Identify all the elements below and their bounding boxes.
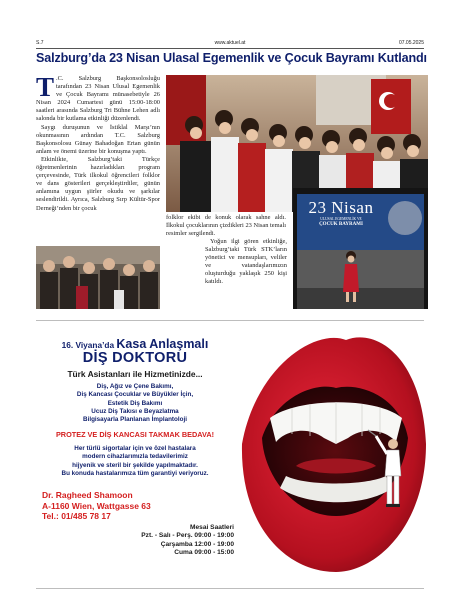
article-paragraph: folklor ekibi de konuk olarak sahne aldı. İlkokul çocuklarının çizdikleri 23 Nisan temalı resimler sergilendi. (166, 214, 286, 238)
photo-audience (36, 246, 160, 309)
ad-phone[interactable]: Tel.: 01/485 78 17 (42, 511, 111, 521)
ad-headline-big: Kasa Anlaşmalı (116, 337, 209, 351)
ad-doctor-title: DİŞ DOKTORU (82, 350, 188, 366)
ad-service-item: Estetik Diş Bakımı (107, 399, 163, 407)
audience-photo-image (36, 246, 160, 309)
ad-hours-row: Cuma 09:00 - 15:00 (174, 549, 234, 557)
issue-date: 07.05.2025 (398, 40, 424, 46)
article-paragraph: T .C. Salzburg Başkonsolosluğu tarafından 23 Nisan Ulusal Egemenlik ve Çocuk Bayramı münasebetiyle 26 Nisan 2024 Cumartesi günü 15:00-18:00 saatleri arasında Salzburg Tri Bühne Lehen adlı salonda bir kutlama etkinliği düzenlendi. (36, 72, 160, 123)
ad-services-list (36, 383, 234, 424)
screen-title: 23 Nisan (308, 198, 374, 217)
header-rule (36, 48, 424, 49)
ad-hours-row: Çarşamba 12:00 - 19:00 (160, 540, 234, 548)
article-column-middle (166, 214, 286, 238)
ad-opening-hours (84, 524, 234, 558)
ad-service-item: Ucuz Diş Takısı e Beyazlatma (91, 407, 179, 415)
ad-hours-title: Mesai Saatleri (190, 524, 234, 531)
article-paragraph: Yoğun ilgi gören etkinliğe, Salzburg’taki Türk STK’ların yönetici ve mensupları, veliler ve vatandaşlarımızın oluşturduğu yaklaşık 250 kişi katıldı. (205, 238, 287, 286)
screen-line: ULUSAL EGEMENLİK VE (320, 217, 362, 221)
ad-free-offer: PROTEZ VE DİŞ KANCASI TAKMAK BEDAVA! (55, 430, 215, 439)
ad-address: A-1160 Wien, Wattgasse 63 (42, 500, 151, 511)
ad-headline-pre: 16. Viyana’da (61, 340, 117, 350)
site-url[interactable]: www.aktuel.at (214, 40, 246, 46)
page-header (36, 40, 424, 48)
footer-rule (36, 588, 424, 589)
ad-lips-image (236, 326, 428, 576)
ad-info-text: Her türlü sigortalar için ve özel hastalara modern cihazlarımızla tedavilerimiz hijyenik ve steril bir şekilde yapılmaktadır. Bu konuda hastalarımıza tüm garantiyi veriyoruz. (61, 445, 209, 477)
dentist-advertisement (36, 326, 428, 581)
ad-text-block (36, 326, 234, 581)
stage-screen-text (301, 199, 381, 228)
ad-doctor-name: Dr. Ragheed Shamoon (42, 490, 133, 500)
ad-service-item: Diş, Ağız ve Çene Bakımı, (96, 383, 174, 390)
article-title: Salzburg’da 23 Nisan Ulasal Egemenlik ve Çocuk Bayramı Kutlandı (36, 51, 427, 65)
article-column-left (36, 72, 160, 213)
screen-line: ÇOCUK BAYRAMI (319, 222, 363, 227)
ad-service-item: Diş Kancası Çocuklar ve Büyükler İçin, (76, 391, 194, 399)
photo-speaker-with-banner (293, 188, 428, 309)
section-divider (36, 320, 424, 321)
ad-subtitle: Türk Asistanları ile Hizmetinizde... (67, 369, 203, 379)
article-paragraph: Saygı duruşunun ve İstiklal Marşı’nın okunmasının ardından T.C. Salzburg Başkonsolosu Günay Bahadoğan Ertan günün anlam ve önemi üzerine bir konuşma yaptı. (36, 123, 160, 155)
drop-cap: T (36, 72, 55, 102)
ad-hours-row: Pzt. - Salı - Perş. 09:00 - 19:00 (141, 532, 234, 540)
ad-service-item: Bilgisayarla Planlanan İmplantoloji (83, 416, 187, 424)
lips-illustration (236, 326, 428, 576)
article-column-right (205, 238, 287, 287)
page-number: S.7 (36, 40, 44, 46)
ad-contact-block (42, 490, 151, 522)
article-paragraph: Etkinlikte, Salzburg’taki Türkçe öğretmenlerinin hazırladıkları program çerçevesinde, Türk ilkokul öğrencileri folklor ve dans gösterileri gerçekleştirdiler, günün anlamına uygun şiirler okudu ve şarkılar seslendirildi. Ayrıca, Salzburg Sırp Kültür-Spor Derneği’nden bir çocuk (36, 155, 160, 212)
